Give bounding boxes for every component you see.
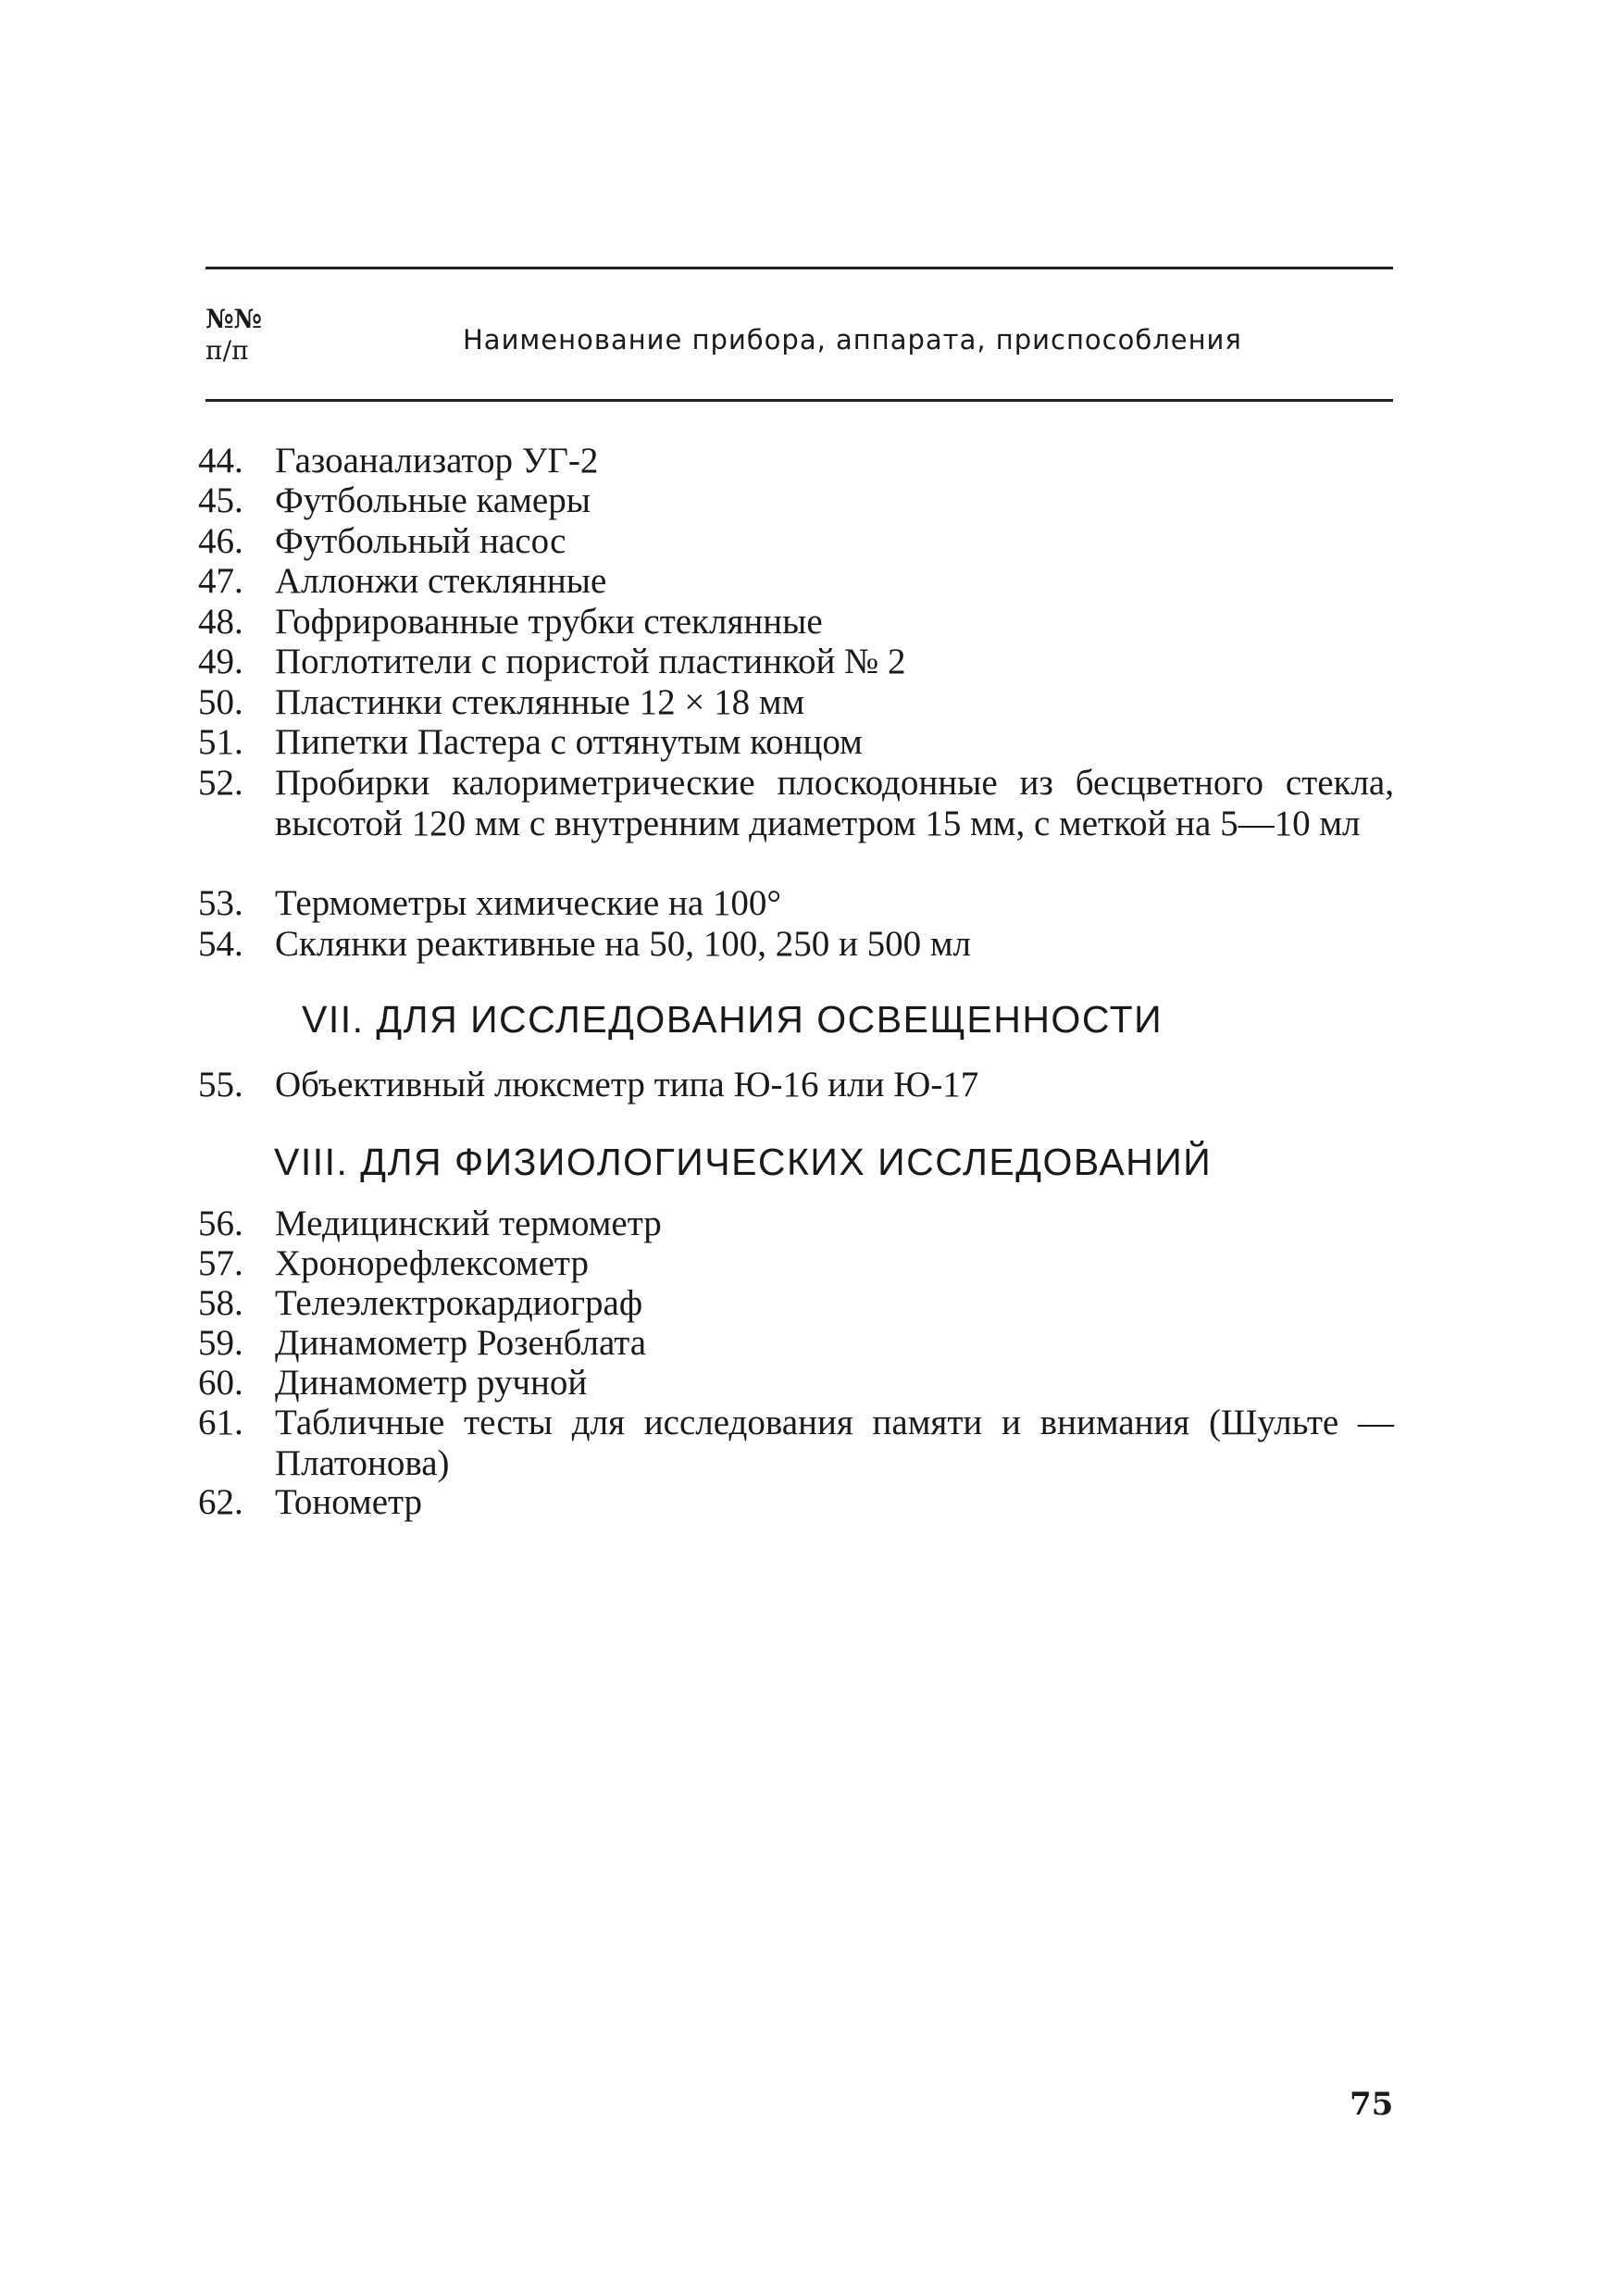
number-sub: п/п bbox=[205, 335, 249, 366]
list-item-62 bbox=[198, 1482, 1394, 1523]
list-item-51 bbox=[198, 722, 1394, 763]
item-number: 47. bbox=[198, 561, 243, 601]
item-text: Тонометр bbox=[275, 1482, 423, 1522]
list-item-50 bbox=[198, 682, 1394, 723]
item-number: 57. bbox=[198, 1243, 243, 1283]
item-number: 52. bbox=[198, 763, 243, 803]
number-symbol: №№ bbox=[205, 304, 262, 334]
list-item-44 bbox=[198, 441, 1394, 481]
list-item-54 bbox=[198, 924, 1394, 965]
list-item-53 bbox=[198, 883, 1394, 924]
item-text: Поглотители с пористой пластинкой № 2 bbox=[275, 642, 906, 681]
item-number: 46. bbox=[198, 521, 243, 561]
item-number: 54. bbox=[198, 924, 243, 964]
list-item-58 bbox=[198, 1283, 1394, 1324]
item-text: Динамометр ручной bbox=[275, 1363, 588, 1403]
item-text: Табличные тесты для исследования памяти и внимания (Шульте — Платонова) bbox=[275, 1403, 1394, 1483]
item-number: 59. bbox=[198, 1323, 243, 1363]
header-top-rule bbox=[205, 267, 1393, 269]
list-item-47 bbox=[198, 561, 1394, 602]
item-text: Объективный люксметр типа Ю-16 или Ю-17 bbox=[275, 1065, 979, 1104]
item-number: 61. bbox=[198, 1403, 243, 1442]
item-text: Пипетки Пастера с оттянутым концом bbox=[275, 722, 863, 762]
list-item-55 bbox=[198, 1065, 1394, 1105]
column-header-title: Наименование прибора, аппарата, приспособления bbox=[463, 324, 1242, 356]
page-number: 75 bbox=[1350, 2086, 1394, 2123]
list-item-48 bbox=[198, 602, 1394, 643]
list-item-46 bbox=[198, 521, 1394, 562]
item-number: 44. bbox=[198, 441, 243, 480]
section-heading-vii: VII. ДЛЯ ИССЛЕДОВАНИЯ ОСВЕЩЕННОСТИ bbox=[302, 998, 1164, 1041]
item-text: Футбольные камеры bbox=[275, 480, 591, 520]
list-item-52 bbox=[198, 763, 1394, 843]
item-number: 56. bbox=[198, 1204, 243, 1243]
item-number: 50. bbox=[198, 682, 243, 722]
item-number: 45. bbox=[198, 480, 243, 520]
item-text: Динамометр Розенблата bbox=[275, 1323, 647, 1363]
item-number: 53. bbox=[198, 883, 243, 923]
item-text: Гофрированные трубки стеклянные bbox=[275, 602, 823, 642]
list-item-57 bbox=[198, 1243, 1394, 1284]
list-item-60 bbox=[198, 1363, 1394, 1404]
item-text: Аллонжи стеклянные bbox=[275, 561, 607, 601]
item-text: Футбольный насос bbox=[275, 521, 566, 561]
item-number: 51. bbox=[198, 722, 243, 762]
item-number: 49. bbox=[198, 642, 243, 681]
item-text: Медицинский термометр bbox=[275, 1204, 662, 1243]
list-item-59 bbox=[198, 1323, 1394, 1364]
item-text: Пластинки стеклянные 12 × 18 мм bbox=[275, 682, 805, 722]
item-text: Телеэлектрокардиограф bbox=[275, 1283, 643, 1323]
item-number: 60. bbox=[198, 1363, 243, 1403]
item-text: Газоанализатор УГ-2 bbox=[275, 441, 599, 480]
header-bottom-rule bbox=[205, 399, 1393, 402]
item-number: 55. bbox=[198, 1065, 243, 1104]
list-item-61 bbox=[198, 1403, 1394, 1483]
list-item-56 bbox=[198, 1204, 1394, 1244]
list-item-49 bbox=[198, 642, 1394, 682]
column-header-number bbox=[205, 304, 262, 367]
list-item-45 bbox=[198, 480, 1394, 521]
section-heading-viii: VIII. ДЛЯ ФИЗИОЛОГИЧЕСКИХ ИССЛЕДОВАНИЙ bbox=[274, 1141, 1213, 1183]
item-text: Пробирки калориметрические плоскодонные из бесцветного стекла, высотой 120 мм с внутренним диаметром 15 мм, с меткой на 5—10 мл bbox=[275, 763, 1394, 843]
item-number: 62. bbox=[198, 1482, 243, 1522]
item-text: Склянки реактивные на 50, 100, 250 и 500 мл bbox=[275, 924, 971, 964]
item-text: Хронорефлексометр bbox=[275, 1243, 589, 1283]
item-number: 58. bbox=[198, 1283, 243, 1323]
item-text: Термометры химические на 100° bbox=[275, 883, 781, 923]
item-number: 48. bbox=[198, 602, 243, 642]
